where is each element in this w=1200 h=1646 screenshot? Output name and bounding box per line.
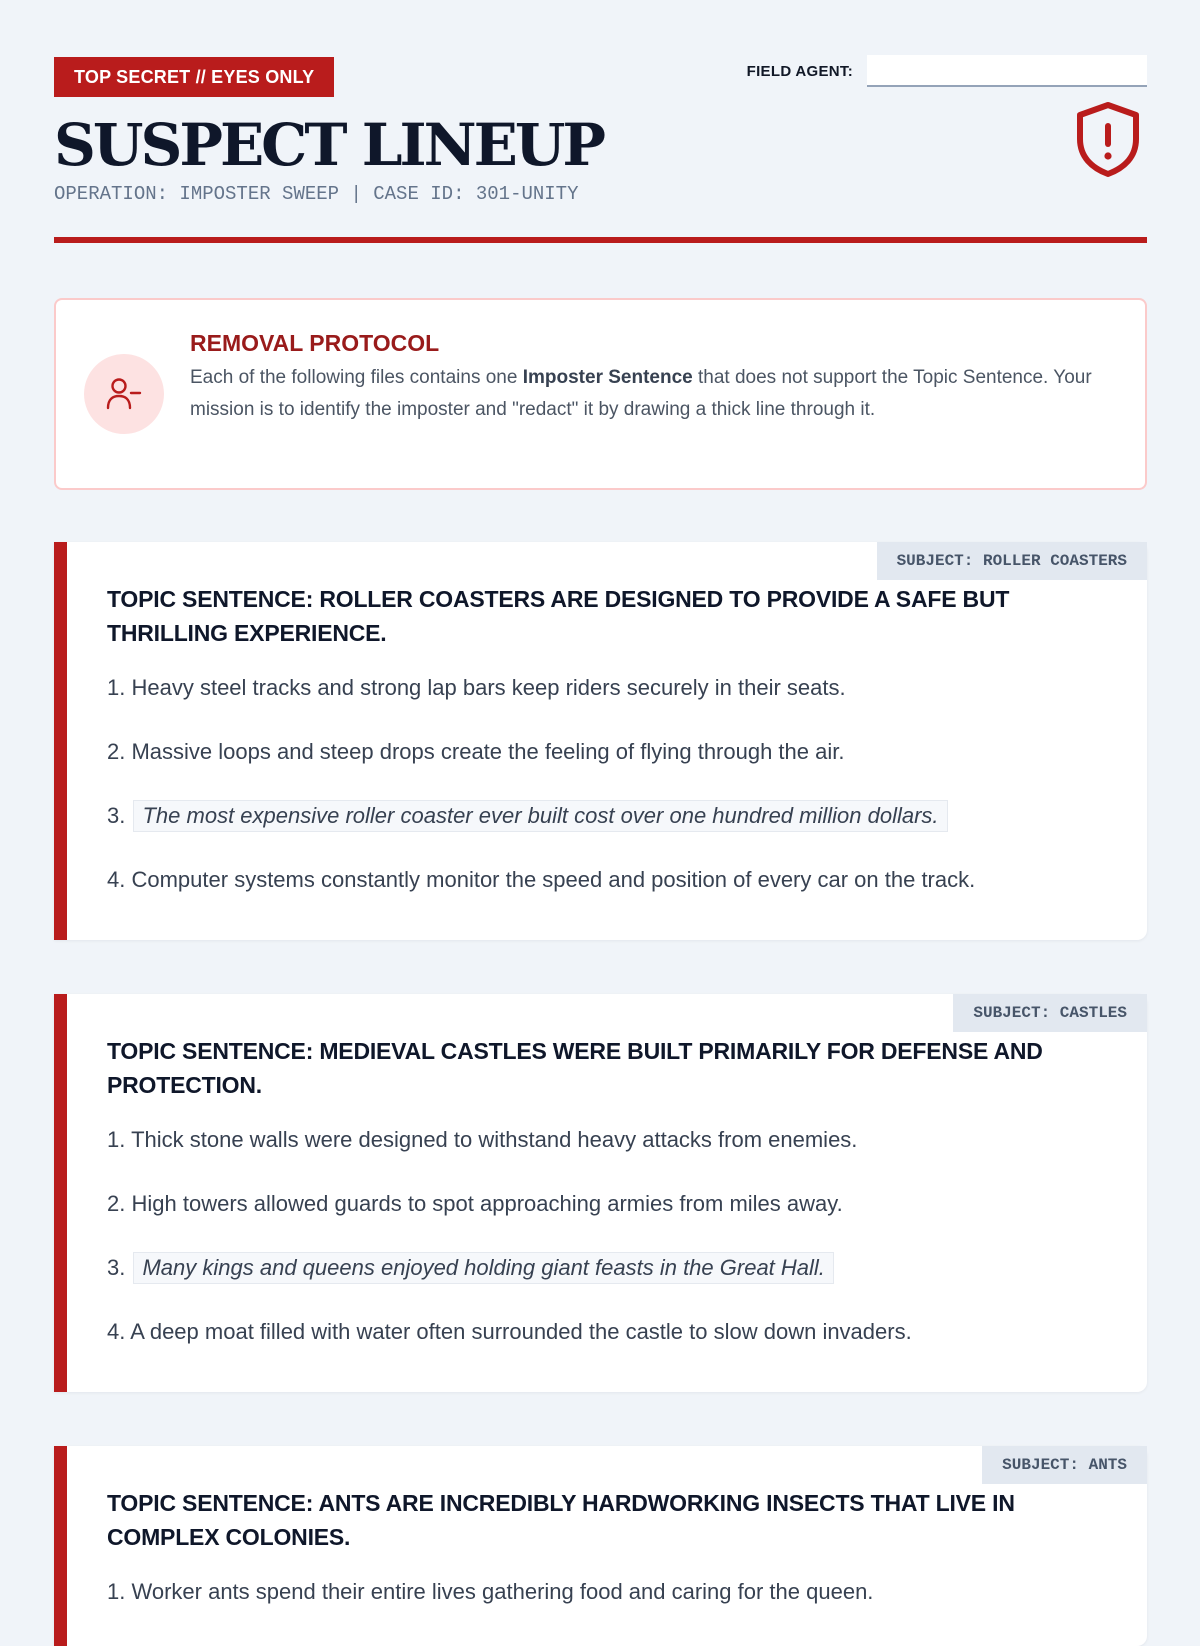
header-divider [54,237,1147,243]
topic-sentence: TOPIC SENTENCE: MEDIEVAL CASTLES WERE BUILT PRIMARILY FOR DEFENSE AND PROTECTION. [107,1038,1043,1098]
field-agent-group [747,54,1147,88]
sentence-item[interactable]: 1. Thick stone walls were designed to withstand heavy attacks from enemies. [107,1127,858,1152]
field-agent-label: FIELD AGENT: [746,62,853,80]
sentence-item[interactable]: 4. Computer systems constantly monitor the speed and position of every car on the track. [107,867,976,892]
sentence-list [107,1574,1137,1638]
shield-alert-icon [1075,101,1141,177]
subject-tag: SUBJECT: ANTS [982,1446,1147,1484]
classification-badge: TOP SECRET // EYES ONLY [54,57,334,97]
sentence-item[interactable]: 2. Massive loops and steep drops create the feeling of flying through the air. [107,739,845,764]
subject-tag: SUBJECT: ROLLER COASTERS [877,542,1147,580]
topic-sentence: TOPIC SENTENCE: ROLLER COASTERS ARE DESIGNED TO PROVIDE A SAFE BUT THRILLING EXPERIENCE. [107,586,1010,646]
operation-subtitle: OPERATION: IMPOSTER SWEEP | CASE ID: 301-UNITY [54,183,579,205]
removal-protocol-panel [54,298,1147,490]
user-minus-icon [84,354,164,434]
sentence-item[interactable]: 1. Worker ants spend their entire lives gathering food and caring for the queen. [107,1579,874,1604]
sentence-item[interactable]: 1. Heavy steel tracks and strong lap bars keep riders securely in their seats. [107,675,846,700]
sentence-item-imposter[interactable]: 3. The most expensive roller coaster ever built cost over one hundred million dollars. [107,798,1137,862]
field-agent-input[interactable] [867,55,1147,87]
subject-tag: SUBJECT: CASTLES [953,994,1147,1032]
case-file-roller-coasters [54,542,1147,940]
page-title: SUSPECT LINEUP [54,111,604,179]
sentence-list [107,670,1137,926]
case-file-castles [54,994,1147,1392]
sentence-item[interactable]: 2. High towers allowed guards to spot approaching armies from miles away. [107,1191,843,1216]
sentence-list [107,1122,1137,1378]
sentence-item[interactable]: 4. A deep moat filled with water often surrounded the castle to slow down invaders. [107,1319,912,1344]
protocol-title: REMOVAL PROTOCOL [190,330,440,356]
header [54,0,1147,246]
case-file-ants [54,1446,1147,1646]
worksheet-page [54,0,1147,1604]
sentence-item-imposter[interactable]: 3. Many kings and queens enjoyed holding giant feasts in the Great Hall. [107,1250,1137,1314]
protocol-instructions: Each of the following files contains one Imposter Sentence that does not support the Topic Sentence. Your mission is to identify the imposter and "redact" it by drawing a thick line through it. [190,367,1092,420]
topic-sentence: TOPIC SENTENCE: ANTS ARE INCREDIBLY HARDWORKING INSECTS THAT LIVE IN COMPLEX COLONIES. [107,1490,1015,1550]
